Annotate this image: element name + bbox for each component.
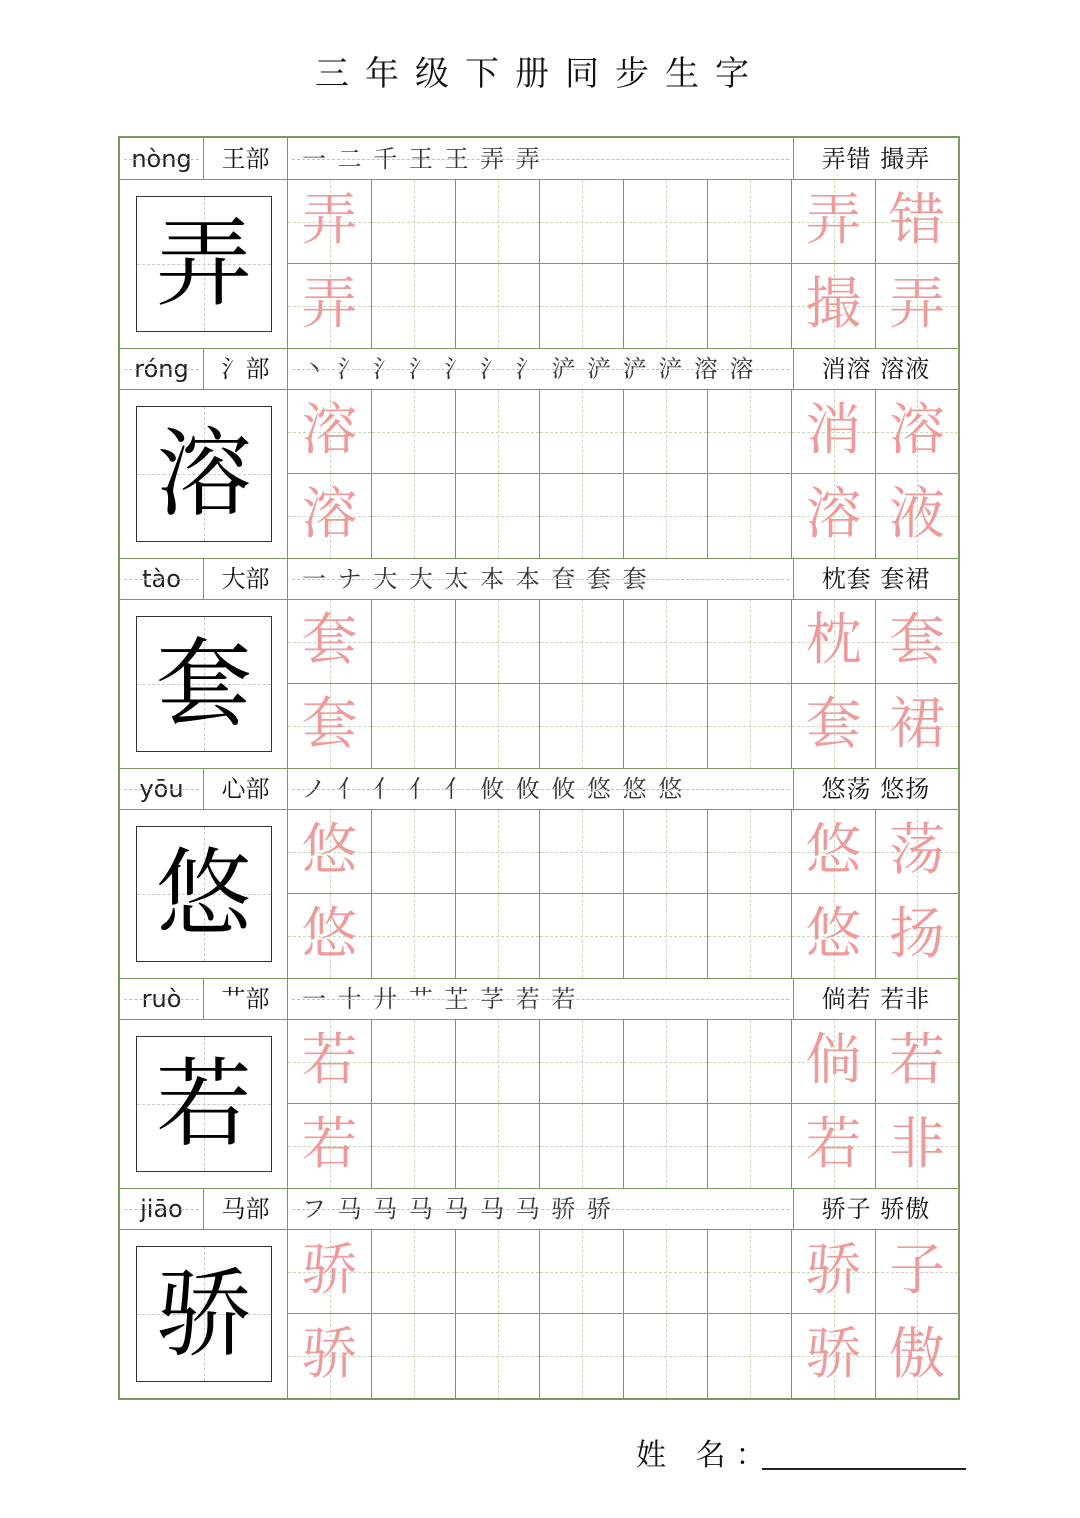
- trace-character-cell[interactable]: 骄: [288, 1230, 372, 1314]
- trace-word-cell[interactable]: 倘: [792, 1020, 876, 1104]
- practice-cell[interactable]: [540, 180, 624, 264]
- trace-word-cell[interactable]: 骄: [792, 1314, 876, 1398]
- practice-cell[interactable]: [372, 1230, 456, 1314]
- trace-word-cell[interactable]: 若: [792, 1104, 876, 1188]
- practice-cell[interactable]: [456, 474, 540, 558]
- character-block: [120, 978, 958, 1189]
- character-block: [120, 348, 958, 559]
- trace-word-cell[interactable]: 套: [792, 684, 876, 768]
- example-words: 枕套 套裙: [821, 565, 931, 593]
- character-block: [120, 1188, 958, 1399]
- trace-word-cell[interactable]: 荡: [876, 810, 958, 894]
- trace-word-cell[interactable]: 枕: [792, 600, 876, 684]
- pinyin-label: róng: [120, 348, 204, 390]
- character-header: [120, 768, 958, 810]
- pinyin-label: yōu: [120, 768, 204, 810]
- model-character-area: [120, 810, 288, 979]
- pinyin-label: jiāo: [120, 1188, 204, 1230]
- block-divider: [120, 978, 958, 979]
- practice-cell[interactable]: [540, 264, 624, 348]
- practice-grid: [288, 600, 958, 769]
- block-divider: [120, 1188, 958, 1189]
- practice-cell[interactable]: [540, 1314, 624, 1398]
- trace-character-cell[interactable]: 溶: [288, 390, 372, 474]
- trace-word-cell[interactable]: 溶: [792, 474, 876, 558]
- practice-cell[interactable]: [456, 684, 540, 768]
- model-character: 溶: [136, 406, 272, 542]
- practice-cell[interactable]: [624, 1020, 708, 1104]
- practice-grid: [288, 810, 958, 979]
- trace-word-cell[interactable]: 溶: [876, 390, 958, 474]
- stroke-order: 一 二 千 王 王 弄 弄: [288, 138, 794, 180]
- model-character: 悠: [136, 826, 272, 962]
- practice-cell[interactable]: [624, 1314, 708, 1398]
- practice-cell[interactable]: [540, 600, 624, 684]
- name-label: 姓 名：: [636, 1438, 776, 1473]
- block-divider: [120, 558, 958, 559]
- example-words: 消溶 溶液: [821, 355, 931, 383]
- trace-word-cell[interactable]: 错: [876, 180, 958, 264]
- practice-cell[interactable]: [540, 474, 624, 558]
- practice-cell[interactable]: [540, 894, 624, 978]
- practice-cell[interactable]: [372, 390, 456, 474]
- trace-word-cell[interactable]: 悠: [792, 894, 876, 978]
- practice-cell[interactable]: [624, 810, 708, 894]
- block-divider: [120, 768, 958, 769]
- trace-word-cell[interactable]: 子: [876, 1230, 958, 1314]
- practice-cell[interactable]: [456, 390, 540, 474]
- radical-label: 心部: [204, 768, 288, 810]
- character-block: [120, 138, 958, 349]
- practice-cell[interactable]: [624, 474, 708, 558]
- pinyin-label: nòng: [120, 138, 204, 180]
- radical-label: 氵部: [204, 348, 288, 390]
- model-character-area: [120, 1020, 288, 1189]
- block-divider: [120, 348, 958, 349]
- trace-word-cell[interactable]: 非: [876, 1104, 958, 1188]
- trace-character-cell[interactable]: 溶: [288, 474, 372, 558]
- practice-cell[interactable]: [372, 600, 456, 684]
- practice-cell[interactable]: [372, 1314, 456, 1398]
- trace-word-cell[interactable]: 傲: [876, 1314, 958, 1398]
- practice-cell[interactable]: [708, 1104, 792, 1188]
- example-words: 倘若 若非: [821, 985, 931, 1013]
- radical-label: 马部: [204, 1188, 288, 1230]
- trace-character-cell[interactable]: 套: [288, 684, 372, 768]
- stroke-order: ノ 亻 亻 亻 亻 攸 攸 攸 悠 悠 悠: [288, 768, 794, 810]
- practice-grid: [288, 1020, 958, 1189]
- example-words: 骄子 骄傲: [821, 1195, 931, 1223]
- practice-cell[interactable]: [372, 264, 456, 348]
- trace-word-cell[interactable]: 骄: [792, 1230, 876, 1314]
- practice-cell[interactable]: [372, 894, 456, 978]
- example-words: 弄错 撮弄: [821, 145, 931, 173]
- trace-word-cell[interactable]: 撮: [792, 264, 876, 348]
- practice-grid: [288, 180, 958, 349]
- practice-cell[interactable]: [624, 180, 708, 264]
- trace-word-cell[interactable]: 扬: [876, 894, 958, 978]
- practice-cell[interactable]: [372, 180, 456, 264]
- practice-cell[interactable]: [624, 684, 708, 768]
- practice-cell[interactable]: [708, 684, 792, 768]
- trace-character-cell[interactable]: 弄: [288, 180, 372, 264]
- trace-character-cell[interactable]: 套: [288, 600, 372, 684]
- practice-cell[interactable]: [456, 264, 540, 348]
- radical-label: 艹部: [204, 978, 288, 1020]
- trace-character-cell[interactable]: 弄: [288, 264, 372, 348]
- trace-word-cell[interactable]: 消: [792, 390, 876, 474]
- practice-cell[interactable]: [708, 810, 792, 894]
- practice-cell[interactable]: [372, 474, 456, 558]
- character-header: [120, 978, 958, 1020]
- trace-word-cell[interactable]: 若: [876, 1020, 958, 1104]
- model-character-area: [120, 390, 288, 559]
- trace-character-cell[interactable]: 骄: [288, 1314, 372, 1398]
- model-character: 骄: [136, 1246, 272, 1382]
- practice-cell[interactable]: [456, 1230, 540, 1314]
- stroke-order: 丶 氵 氵 氵 氵 氵 氵 浐 浐 浐 浐 溶 溶: [288, 348, 794, 390]
- practice-cell[interactable]: [456, 894, 540, 978]
- practice-cell[interactable]: [708, 180, 792, 264]
- practice-cell[interactable]: [540, 810, 624, 894]
- pinyin-label: ruò: [120, 978, 204, 1020]
- model-character-area: [120, 600, 288, 769]
- trace-character-cell[interactable]: 若: [288, 1104, 372, 1188]
- practice-sheet: [118, 136, 960, 1400]
- trace-word-cell[interactable]: 套: [876, 600, 958, 684]
- practice-cell[interactable]: [540, 1104, 624, 1188]
- character-header: [120, 558, 958, 600]
- stroke-order: フ 马 马 马 马 马 马 骄 骄: [288, 1188, 794, 1230]
- practice-cell[interactable]: [624, 894, 708, 978]
- practice-cell[interactable]: [624, 1104, 708, 1188]
- trace-character-cell[interactable]: 若: [288, 1020, 372, 1104]
- practice-cell[interactable]: [708, 600, 792, 684]
- practice-cell[interactable]: [456, 1314, 540, 1398]
- model-character-area: [120, 1230, 288, 1399]
- pinyin-label: tào: [120, 558, 204, 600]
- practice-cell[interactable]: [624, 390, 708, 474]
- name-blank-line[interactable]: [762, 1468, 966, 1470]
- character-block: [120, 768, 958, 979]
- practice-cell[interactable]: [540, 390, 624, 474]
- trace-word-cell[interactable]: 裙: [876, 684, 958, 768]
- practice-cell[interactable]: [708, 390, 792, 474]
- model-character: 若: [136, 1036, 272, 1172]
- stroke-order: 一 ナ 大 大 太 本 本 奆 套 套: [288, 558, 794, 600]
- page-title: 三年级下册同步生字: [315, 54, 765, 94]
- practice-cell[interactable]: [540, 1230, 624, 1314]
- practice-cell[interactable]: [708, 1020, 792, 1104]
- practice-cell[interactable]: [708, 1230, 792, 1314]
- practice-cell[interactable]: [624, 264, 708, 348]
- practice-cell[interactable]: [540, 1020, 624, 1104]
- stroke-order: 一 十 廾 艹 芏 芓 若 若: [288, 978, 794, 1020]
- trace-character-cell[interactable]: 悠: [288, 810, 372, 894]
- practice-cell[interactable]: [708, 894, 792, 978]
- practice-cell[interactable]: [540, 684, 624, 768]
- practice-cell[interactable]: [456, 180, 540, 264]
- radical-label: 大部: [204, 558, 288, 600]
- practice-cell[interactable]: [456, 1104, 540, 1188]
- character-header: [120, 1188, 958, 1230]
- practice-cell[interactable]: [624, 600, 708, 684]
- practice-cell[interactable]: [372, 1104, 456, 1188]
- practice-cell[interactable]: [456, 810, 540, 894]
- character-header: [120, 348, 958, 390]
- example-words: 悠荡 悠扬: [821, 775, 931, 803]
- practice-cell[interactable]: [708, 474, 792, 558]
- radical-label: 王部: [204, 138, 288, 180]
- model-character: 弄: [136, 196, 272, 332]
- trace-character-cell[interactable]: 悠: [288, 894, 372, 978]
- practice-cell[interactable]: [372, 810, 456, 894]
- trace-word-cell[interactable]: 弄: [792, 180, 876, 264]
- character-header: [120, 138, 958, 180]
- trace-word-cell[interactable]: 液: [876, 474, 958, 558]
- practice-grid: [288, 1230, 958, 1399]
- trace-word-cell[interactable]: 悠: [792, 810, 876, 894]
- practice-grid: [288, 390, 958, 559]
- practice-cell[interactable]: [708, 264, 792, 348]
- model-character-area: [120, 180, 288, 349]
- practice-cell[interactable]: [456, 600, 540, 684]
- character-block: [120, 558, 958, 769]
- practice-cell[interactable]: [372, 684, 456, 768]
- model-character: 套: [136, 616, 272, 752]
- practice-cell[interactable]: [372, 1020, 456, 1104]
- practice-cell[interactable]: [456, 1020, 540, 1104]
- trace-word-cell[interactable]: 弄: [876, 264, 958, 348]
- practice-cell[interactable]: [624, 1230, 708, 1314]
- practice-cell[interactable]: [708, 1314, 792, 1398]
